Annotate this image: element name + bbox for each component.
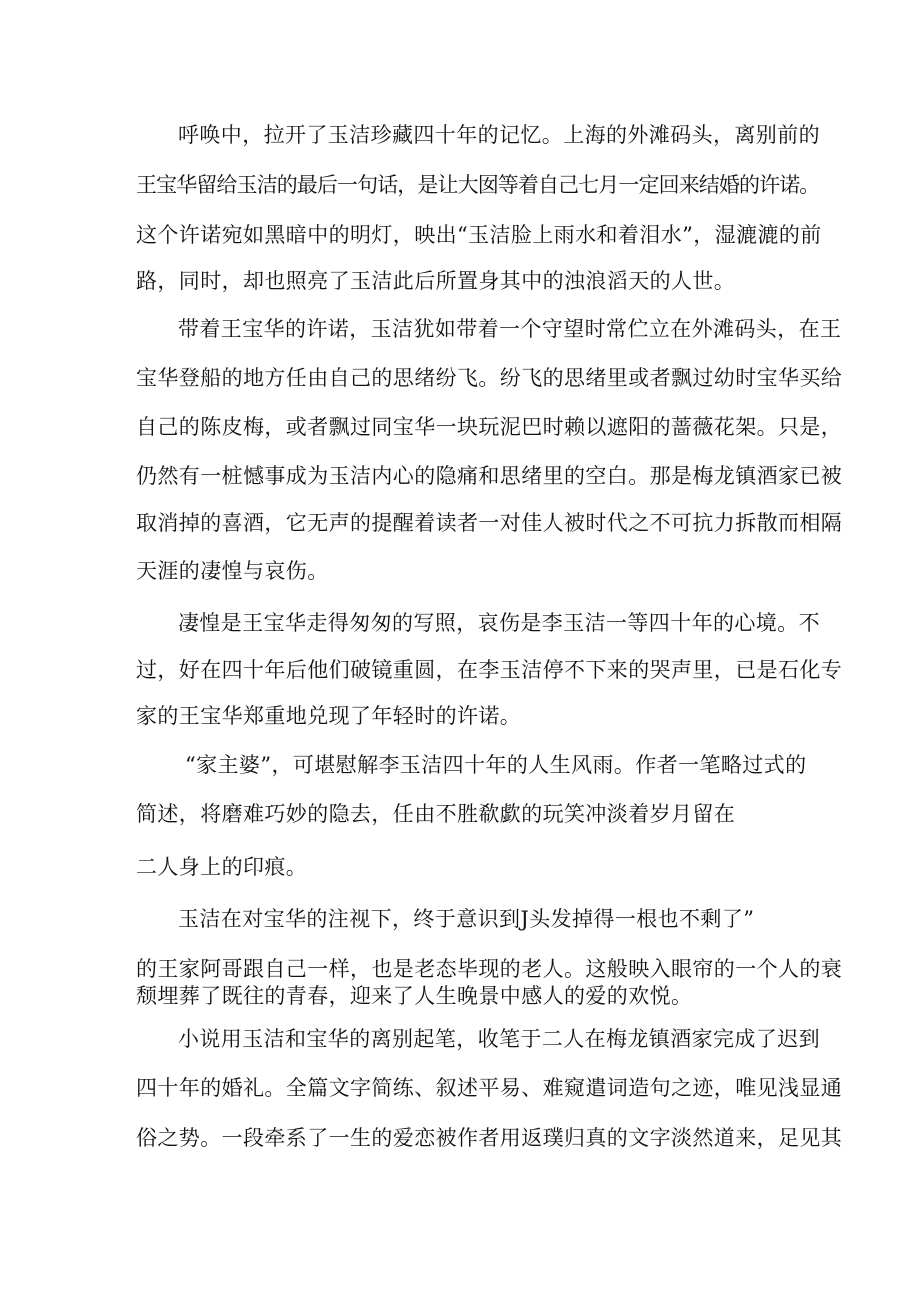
text-line: 四十年的婚礼。全篇文字简练、叙述平易、难窥遣词造句之迹，唯见浅显通 [136, 1076, 843, 1100]
text-line: 俗之势。一段牵系了一生的爱恋被作者用返璞归真的文字淡然道来，足见其 [136, 1126, 843, 1150]
text-line: 带着王宝华的许诺，玉洁犹如带着一个守望时常伫立在外滩码头，在王 [178, 317, 842, 341]
text-line: 玉洁在对宝华的注视下，终于意识到J头发掉得一根也不剩了” [178, 907, 755, 931]
text-line: 家的王宝华郑重地兑现了年轻时的许诺。 [136, 704, 522, 728]
text-line: 颓埋葬了既往的青春，迎来了人生晚景中感人的爱的欢悦。 [136, 984, 693, 1008]
text-line: 王宝华留给玉洁的最后一句话，是让大囡等着自己七月一定回来结婚的许诺。 [136, 173, 820, 197]
text-line: “家主婆”，可堪慰解李玉洁四十年的人生风雨。作者一笔略过式的 [185, 753, 807, 777]
text-line: 呼唤中，拉开了玉洁珍藏四十年的记忆。上海的外滩码头，离别前的 [178, 123, 820, 147]
text-line: 凄惶是王宝华走得匆匆的写照，哀伤是李玉洁一等四十年的心境。不 [178, 611, 820, 635]
text-line: 二人身上的印痕。 [136, 855, 308, 879]
text-line: 自己的陈皮梅，或者飘过同宝华一块玩泥巴时赖以遮阳的蔷薇花架。只是， [136, 415, 843, 439]
text-line: 宝华登船的地方任由自己的思绪纷飞。纷飞的思绪里或者飘过幼时宝华买给 [136, 366, 843, 390]
text-line: 简述，将磨难巧妙的隐去，任由不胜欷歔的玩笑冲淡着岁月留在 [136, 802, 736, 826]
text-line: 路，同时，却也照亮了玉洁此后所置身其中的浊浪滔天的人世。 [136, 269, 736, 293]
text-line: 过，好在四十年后他们破镜重圆，在李玉洁停不下来的哭声里，已是石化专 [136, 658, 843, 682]
text-line: 小说用玉洁和宝华的离别起笔，收笔于二人在梅龙镇酒家完成了迟到 [178, 1027, 820, 1051]
text-line: 天涯的凄惶与哀伤。 [136, 559, 329, 583]
text-line: 这个许诺宛如黑暗中的明灯，映出“玉洁脸上雨水和着泪水”，湿漉漉的前 [136, 223, 822, 247]
text-line: 取消掉的喜酒，它无声的提醒着读者一对佳人被时代之不可抗力拆散而相隔 [136, 511, 843, 535]
text-line: 仍然有一桩憾事成为玉洁内心的隐痛和思绪里的空白。那是梅龙镇酒家已被 [136, 464, 843, 488]
text-line: 的王家阿哥跟自己一样，也是老态毕现的老人。这般映入眼帘的一个人的衰 [136, 957, 843, 981]
